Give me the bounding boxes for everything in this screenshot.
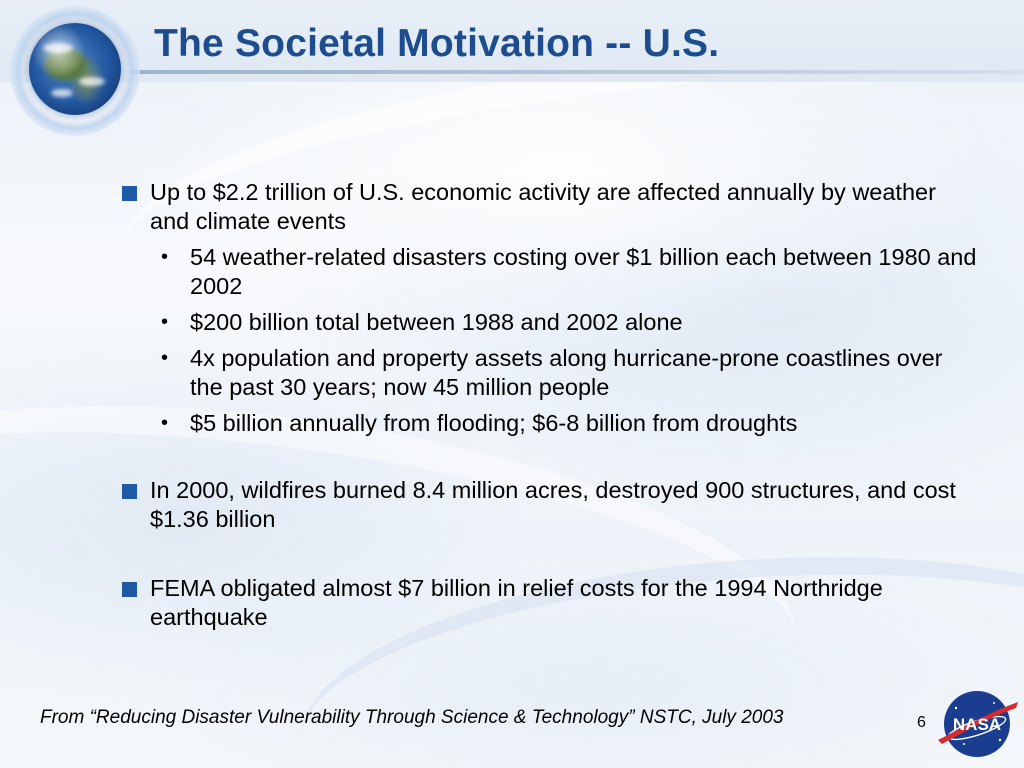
sub-bullet-text: 54 weather-related disasters costing over $1 billion each between 1980 and 2002 <box>190 244 977 299</box>
sub-bullet-item <box>118 243 978 301</box>
nasa-logo-text: NASA <box>952 715 1002 734</box>
sub-bullet-item <box>118 409 978 438</box>
dot-bullet-icon: • <box>161 311 169 333</box>
slide-title: The Societal Motivation -- U.S. <box>154 22 720 65</box>
slide-body <box>118 178 978 632</box>
globe-cloud <box>51 89 73 97</box>
bullet-item <box>118 178 978 236</box>
square-bullet-icon <box>122 186 137 201</box>
dot-bullet-icon: • <box>161 347 169 369</box>
sub-bullet-item <box>118 344 978 402</box>
dot-bullet-icon: • <box>161 246 169 268</box>
nasa-logo-star <box>963 743 965 745</box>
bullet-text: In 2000, wildfires burned 8.4 million acres, destroyed 900 structures, and cost $1.36 billion <box>150 477 956 532</box>
nasa-meatball-logo <box>934 688 1020 760</box>
nasa-logo-star <box>993 702 995 704</box>
citation: From “Reducing Disaster Vulnerability Through Science & Technology” NSTC, July 2003 <box>40 707 784 728</box>
square-bullet-icon <box>122 582 137 597</box>
sub-bullet-text: $5 billion annually from flooding; $6-8 billion from droughts <box>190 410 798 436</box>
globe-cloud <box>43 43 73 53</box>
page-number: 6 <box>917 714 926 731</box>
dot-bullet-icon: • <box>161 412 169 434</box>
bullet-item <box>118 476 978 534</box>
nasa-logo-star <box>955 707 957 709</box>
sub-bullet-text: 4x population and property assets along hurricane-prone coastlines over the past 30 years; now 45 million people <box>190 345 943 400</box>
sub-bullet-text: $200 billion total between 1988 and 2002 alone <box>190 309 683 335</box>
nasa-logo-star <box>999 739 1001 741</box>
bullet-text: Up to $2.2 trillion of U.S. economic activity are affected annually by weather and climate events <box>150 179 936 234</box>
bullet-text: FEMA obligated almost $7 billion in relief costs for the 1994 Northridge earthquake <box>150 575 883 630</box>
title-rule <box>130 70 1024 74</box>
sub-bullet-item <box>118 308 978 337</box>
earth-globe-icon <box>29 23 121 115</box>
globe-cloud <box>79 77 105 86</box>
bullet-item <box>118 574 978 632</box>
square-bullet-icon <box>122 484 137 499</box>
